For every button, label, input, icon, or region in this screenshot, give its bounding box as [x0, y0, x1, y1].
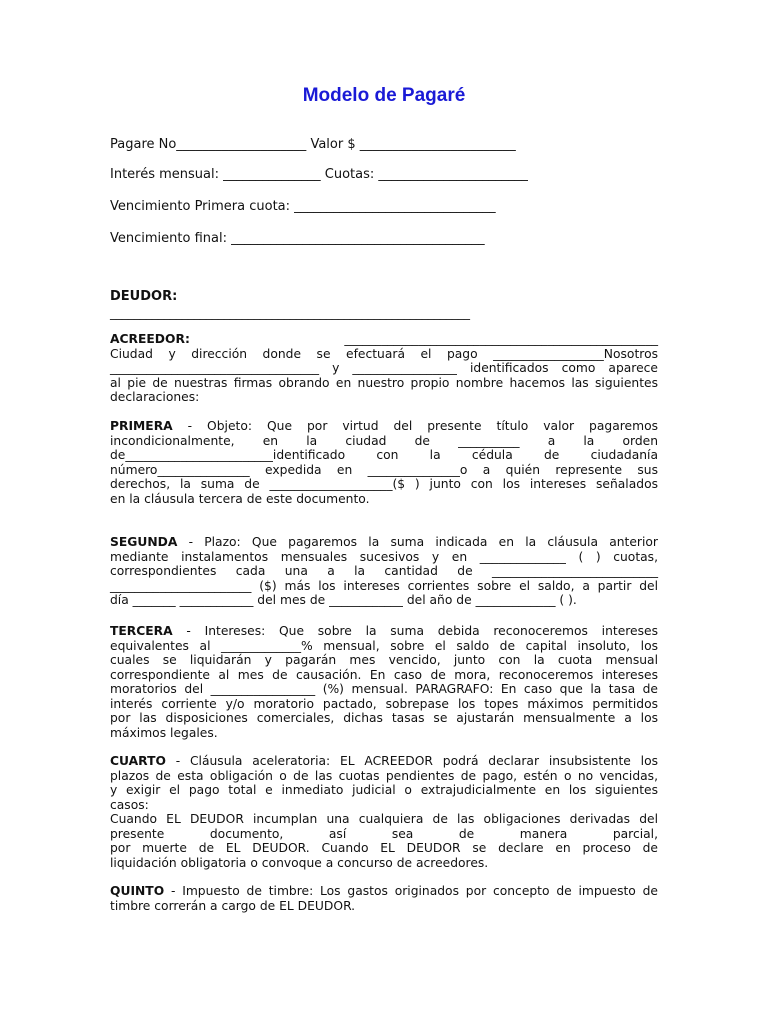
clause-line: plazos de esta obligación o de las cuotas pendientes de pago, estén o no vencidas, [110, 768, 658, 783]
page-title: Modelo de Pagaré [302, 85, 466, 106]
acreedor-section [110, 332, 658, 405]
clause-label: QUINTO [110, 884, 165, 898]
clause-label: TERCERA [110, 624, 173, 638]
clause-label: SEGUNDA [110, 535, 178, 549]
clausula-segunda [110, 535, 658, 608]
clause-line [110, 884, 658, 899]
deudor-blank: ____________________________________________________________ [110, 306, 470, 320]
clausula-tercera [110, 624, 658, 740]
vencimiento-primera-line: Vencimiento Primera cuota: _______________________________ [110, 199, 496, 214]
clause-line: incondicionalmente, en la ciudad de __________ a la orden [110, 433, 658, 448]
clause-line: por las disposiciones comerciales, dichas tasas se ajustarán mensualmente a los [110, 711, 658, 725]
acreedor-line: al pie de nuestras firmas obrando en nuestro propio nombre hacemos las siguientes [110, 375, 658, 390]
vencimiento-final-line: Vencimiento final: _______________________________________ [110, 231, 485, 246]
clause-line: correspondientes cada una a la cantidad de ___________________________ [110, 564, 658, 578]
clause-label: PRIMERA [110, 419, 173, 433]
clause-line [110, 419, 658, 434]
clause-line: presente documento, así sea de manera parcial, [110, 826, 658, 841]
clause-line: equivalentes al _____________% mensual, sobre el saldo de capital insoluto, los [110, 638, 658, 653]
clause-line: cuales se liquidarán y pagarán mes vencido, junto con la cuota mensual [110, 653, 658, 667]
clause-line: y exigir el pago total e inmediato judicial o extrajudicialmente en los siguientes [110, 783, 658, 797]
clause-text: - Plazo: Que pagaremos la suma indicada en la cláusula anterior [177, 535, 658, 549]
clause-line: casos: [110, 797, 149, 812]
acreedor-label: ACREEDOR: [110, 332, 190, 346]
interes-cuotas-line: Interés mensual: _______________ Cuotas: _______________________ [110, 167, 528, 182]
clause-line: de________________________identificado con la cédula de ciudadanía [110, 448, 658, 462]
acreedor-line: __________________________________ y _________________ identificados como aparece [110, 361, 658, 375]
acreedor-line: declaraciones: [110, 390, 200, 404]
clausula-primera [110, 419, 658, 506]
clause-line [110, 754, 658, 769]
clause-line: correspondiente al mes de causación. En caso de mora, reconoceremos intereses [110, 667, 658, 682]
clausula-cuarto [110, 754, 658, 870]
clause-label: CUARTO [110, 754, 166, 768]
clause-line: número_______________ expedida en _______________o a quién represente sus [110, 462, 658, 477]
clause-line: por muerte de EL DEUDOR. Cuando EL DEUDOR se declare en proceso de [110, 841, 658, 855]
clause-line: interés corriente y/o moratorio pactado, sobrepase los topes máximos permitidos [110, 696, 658, 711]
clause-text: - Cláusula aceleratoria: EL ACREEDOR podrá declarar insubsistente los [165, 754, 658, 768]
clause-line: derechos, la suma de ____________________($ ) junto con los intereses señalados [110, 477, 658, 491]
clause-line: en la cláusula tercera de este documento. [110, 491, 370, 506]
clause-text: - Objeto: Que por virtud del presente título valor pagaremos [172, 419, 658, 433]
acreedor-line [110, 332, 658, 347]
clause-line [110, 624, 658, 639]
clausula-quinto [110, 884, 658, 913]
clause-line [110, 535, 658, 550]
acreedor-blank: ___________________________________________________ [344, 332, 658, 346]
clause-line: máximos legales. [110, 725, 218, 740]
clause-line: día _______ ____________ del mes de ____________ del año de _____________ ( ). [110, 593, 577, 607]
clause-line: moratorios del _________________ (%) mensual. PARAGRAFO: En caso que la tasa de [110, 682, 658, 696]
clause-text: - Impuesto de timbre: Los gastos originados por concepto de impuesto de [164, 884, 658, 898]
acreedor-line: Ciudad y dirección donde se efectuará el pago __________________Nosotros [110, 346, 658, 361]
clause-line: Cuando EL DEUDOR incumplan una cualquiera de las obligaciones derivadas del [110, 812, 658, 826]
clause-line: _______________________ ($) más los intereses corrientes sobre el saldo, a partir del [110, 578, 658, 593]
pagare-no-valor-line: Pagare No____________________ Valor $ ________________________ [110, 137, 516, 152]
clause-line: mediante instalamentos mensuales sucesivos y en ______________ ( ) cuotas, [110, 549, 658, 564]
clause-text: - Intereses: Que sobre la suma debida reconoceremos intereses [172, 624, 658, 638]
deudor-label: DEUDOR: [110, 289, 178, 304]
clause-line: timbre correrán a cargo de EL DEUDOR. [110, 898, 356, 913]
clause-line: liquidación obligatoria o convoque a concurso de acreedores. [110, 855, 489, 870]
